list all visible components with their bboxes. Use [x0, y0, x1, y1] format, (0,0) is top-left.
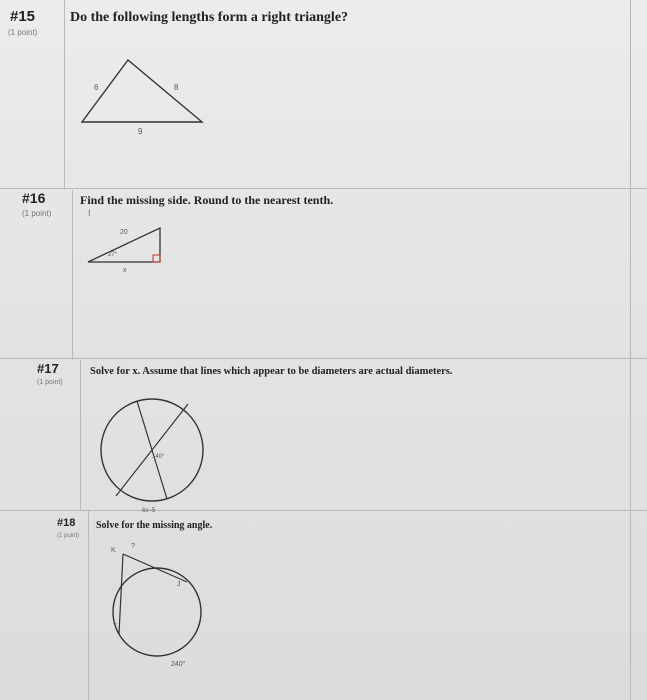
- question-points: (1 point): [37, 379, 63, 386]
- text-cursor: I: [88, 208, 91, 218]
- point-l-label: L: [113, 619, 117, 626]
- right-triangle-figure: [80, 212, 180, 277]
- question-points: (1 point): [22, 209, 52, 218]
- right-border: [630, 0, 631, 700]
- question-number: #18: [57, 517, 76, 529]
- side-label-bottom: 9: [138, 127, 143, 136]
- question-points: (1 point): [57, 533, 80, 539]
- question-text: Solve for the missing angle.: [96, 520, 213, 531]
- question-text: Do the following lengths form a right triangle?: [70, 10, 349, 25]
- angle-label: 140°: [152, 454, 165, 460]
- circle-diameters-figure: [90, 390, 220, 520]
- column-divider: [64, 0, 65, 190]
- triangle-figure: [70, 50, 220, 140]
- question-number: #15: [10, 8, 36, 25]
- column-divider: [72, 190, 73, 360]
- row-divider: [0, 358, 647, 359]
- circle-tangent-figure: [105, 538, 215, 678]
- point-k-label: K: [111, 547, 116, 554]
- side-x-label: x: [123, 267, 127, 274]
- column-divider: [88, 510, 89, 700]
- row-divider: [0, 188, 647, 189]
- question-text: Find the missing side. Round to the nearest tenth.: [80, 193, 334, 207]
- arc-label: 6x−5: [142, 508, 156, 514]
- question-number: #17: [37, 361, 59, 376]
- point-j-label: J: [177, 581, 181, 588]
- question-points: (1 point): [8, 28, 38, 37]
- angle-label: 27°: [108, 252, 118, 258]
- hypotenuse-label: 20: [120, 229, 128, 236]
- question-text: Solve for x. Assume that lines which appear to be diameters are actual diameters.: [90, 366, 453, 377]
- side-label-left: 6: [94, 83, 99, 92]
- unknown-angle-label: ?: [131, 543, 135, 550]
- question-number: #16: [22, 190, 46, 206]
- arc-label: 240°: [171, 661, 186, 668]
- side-label-right: 8: [174, 83, 179, 92]
- column-divider: [80, 360, 81, 510]
